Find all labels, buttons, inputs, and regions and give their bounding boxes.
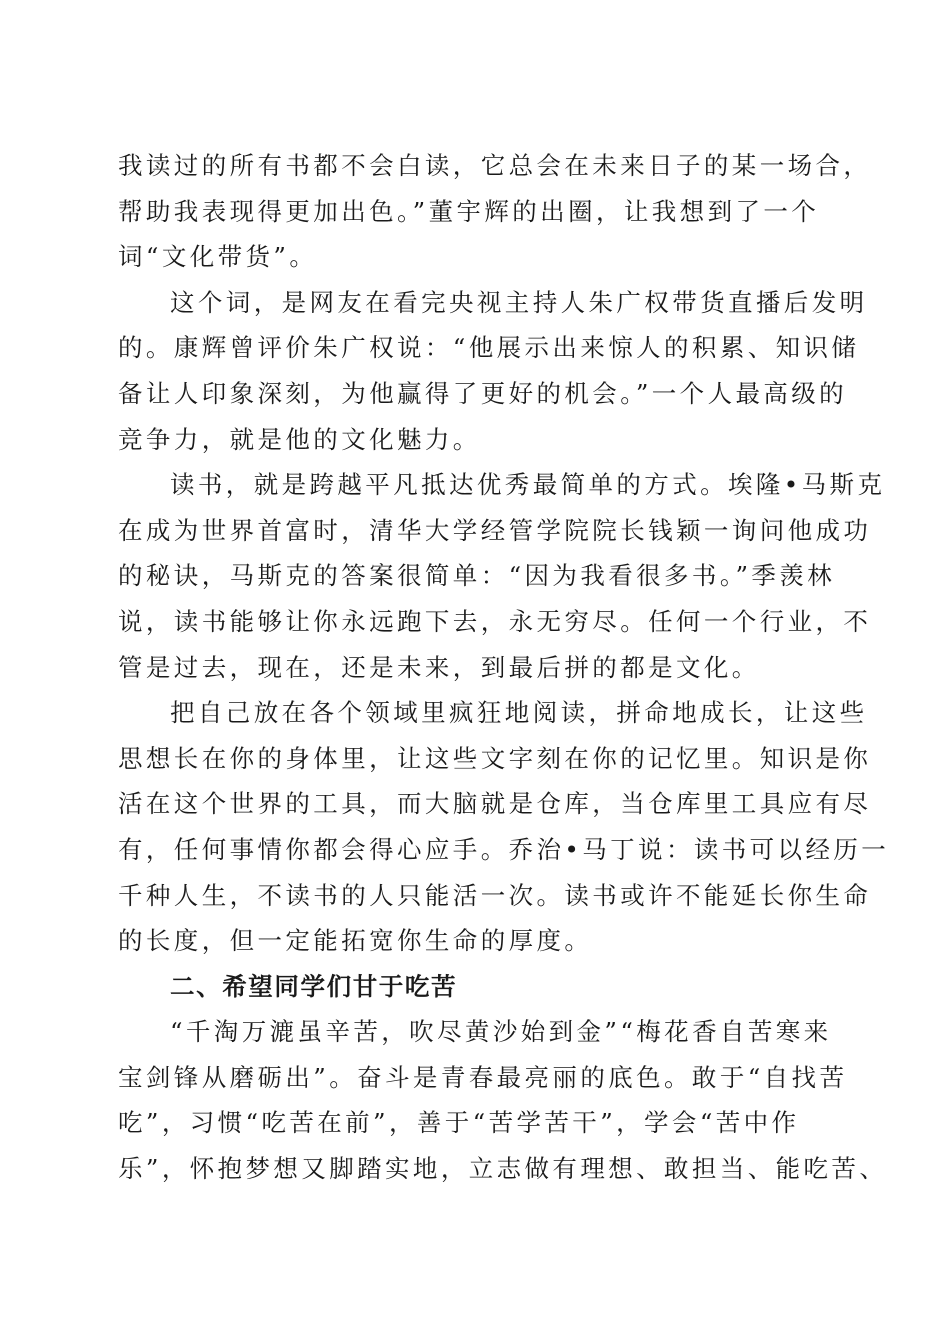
text-line: 吃”，习惯“吃苦在前”，善于“苦学苦干”，学会“苦中作 bbox=[118, 1108, 800, 1138]
paragraph-reading-growth bbox=[118, 690, 890, 964]
text-line: 词“文化带货”。 bbox=[118, 242, 318, 272]
document-page bbox=[118, 143, 890, 1192]
text-line: 我读过的所有书都不会白读，它总会在未来日子的某一场合， bbox=[118, 151, 872, 180]
text-line: 的秘诀，马斯克的答案很简单：“因为我看很多书。”季羡林 bbox=[118, 561, 836, 591]
paragraph-cultural-sales bbox=[118, 280, 868, 462]
text-line: 备让人印象深刻，为他赢得了更好的机会。”一个人最高级的 bbox=[118, 378, 848, 408]
text-line: 说，读书能够让你永远跑下去，永无穷尽。任何一个行业，不 bbox=[118, 606, 872, 636]
text-line: 这个词，是网友在看完央视主持人朱广权带货直播后发明 bbox=[170, 287, 868, 317]
text-line: 思想长在你的身体里，让这些文字刻在你的记忆里。知识是你 bbox=[118, 743, 872, 773]
text-line: 把自己放在各个领域里疯狂地阅读，拼命地成长，让这些 bbox=[170, 698, 868, 728]
text-line: 有，任何事情你都会得心应手。乔治•马丁说：读书可以经历一 bbox=[118, 834, 890, 864]
paragraph-intro-continuation bbox=[118, 143, 872, 280]
text-line: 管是过去，现在，还是未来，到最后拼的都是文化。 bbox=[118, 652, 760, 682]
text-line: 活在这个世界的工具，而大脑就是仓库，当仓库里工具应有尽 bbox=[118, 789, 872, 819]
text-line: 在成为世界首富时，清华大学经管学院院长钱颖一询问他成功 bbox=[118, 515, 872, 545]
text-line: 帮助我表现得更加出色。”董宇辉的出圈，让我想到了一个 bbox=[118, 196, 820, 226]
text-line: 竞争力，就是他的文化魅力。 bbox=[118, 424, 481, 454]
paragraph-reading-way bbox=[118, 462, 886, 690]
text-line: 宝剑锋从磨砺出”。奋斗是青春最亮丽的底色。敢于“自找苦 bbox=[118, 1062, 848, 1092]
text-line: 的。康辉曾评价朱广权说：“他展示出来惊人的积累、知识储 bbox=[118, 333, 860, 363]
section-heading: 二、希望同学们甘于吃苦 bbox=[170, 971, 458, 1001]
text-line: 的长度，但一定能拓宽你生命的厚度。 bbox=[118, 926, 593, 956]
text-line: 千种人生，不读书的人只能活一次。读书或许不能延长你生命 bbox=[118, 880, 872, 910]
text-line: 乐”，怀抱梦想又脚踏实地，立志做有理想、敢担当、能吃苦、 bbox=[118, 1154, 888, 1184]
text-line: 读书，就是跨越平凡抵达优秀最简单的方式。埃隆•马斯克 bbox=[170, 470, 886, 500]
text-line: “千淘万漉虽辛苦，吹尽黄沙始到金”“梅花香自苦寒来 bbox=[170, 1017, 832, 1047]
paragraph-hardship bbox=[118, 1009, 888, 1191]
